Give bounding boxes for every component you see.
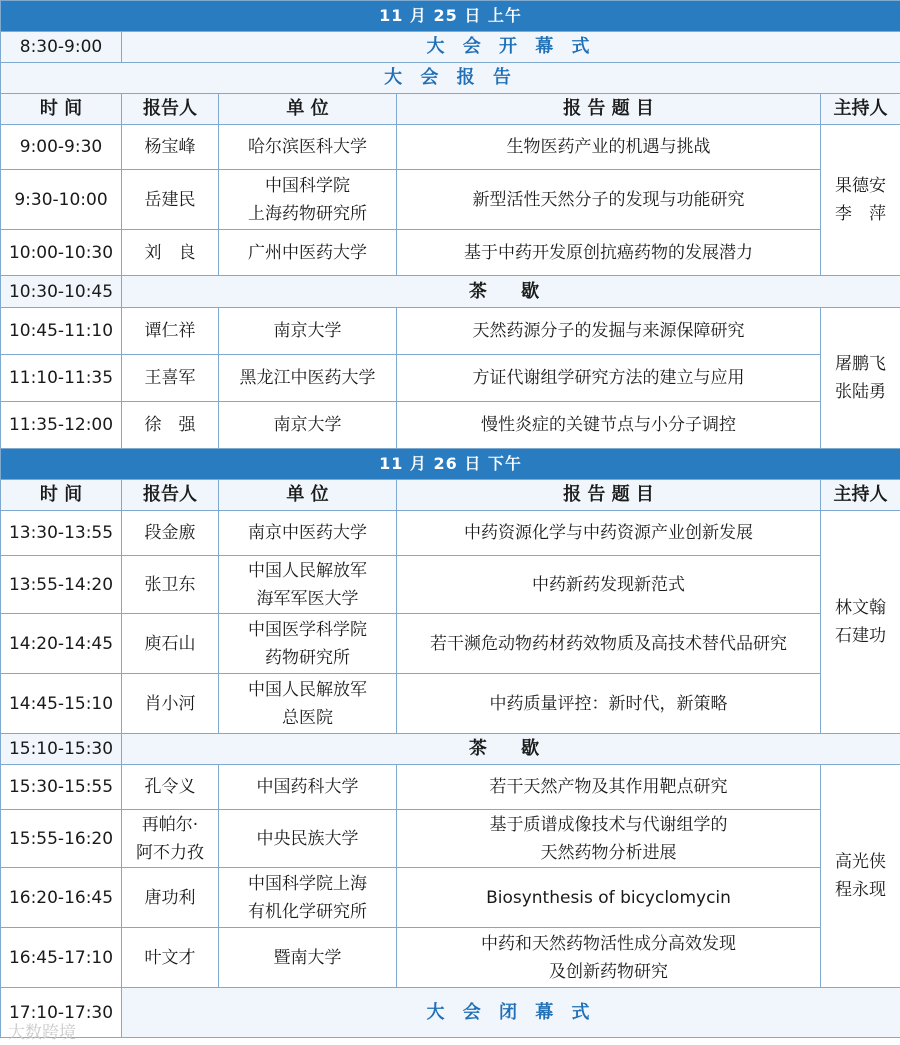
time-cell: 13:30-13:55 — [1, 511, 122, 556]
topic-cell: 若干濒危动物药材药效物质及高技术替代品研究 — [397, 614, 821, 674]
topic-cell: 慢性炎症的关键节点与小分子调控 — [397, 402, 821, 449]
topic-cell: 天然药源分子的发掘与来源保障研究 — [397, 308, 821, 355]
speaker-cell: 徐 强 — [122, 402, 219, 449]
host-cell: 高光侠 程永现 — [821, 765, 900, 988]
speaker-cell: 岳建民 — [122, 170, 219, 230]
header-speaker: 报告人 — [122, 94, 219, 125]
time-cell: 16:45-17:10 — [1, 928, 122, 988]
header-unit: 单 位 — [219, 480, 397, 511]
header-time: 时 间 — [1, 480, 122, 511]
unit-cell: 广州中医药大学 — [219, 230, 397, 276]
host-cell: 屠鹏飞 张陆勇 — [821, 308, 900, 449]
time-cell: 13:55-14:20 — [1, 556, 122, 614]
time-cell: 15:55-16:20 — [1, 810, 122, 868]
closing-ceremony: 大 会 闭 幕 式 — [122, 988, 900, 1038]
day2-title: 11 月 26 日 下午 — [1, 449, 900, 480]
speaker-cell: 刘 良 — [122, 230, 219, 276]
topic-cell: 若干天然产物及其作用靶点研究 — [397, 765, 821, 810]
watermark: 大数跨境 — [8, 1023, 76, 1043]
time-cell: 10:00-10:30 — [1, 230, 122, 276]
header-host: 主持人 — [821, 94, 900, 125]
time-cell: 14:20-14:45 — [1, 614, 122, 674]
unit-cell: 暨南大学 — [219, 928, 397, 988]
table-row — [1, 868, 900, 928]
table-row — [1, 928, 900, 988]
header-topic: 报 告 题 目 — [397, 94, 821, 125]
unit-cell: 黑龙江中医药大学 — [219, 355, 397, 402]
topic-cell: 生物医药产业的机遇与挑战 — [397, 125, 821, 170]
speaker-cell: 王喜军 — [122, 355, 219, 402]
host-cell: 果德安 李 萍 — [821, 125, 900, 276]
speaker-cell: 唐功利 — [122, 868, 219, 928]
unit-cell: 中国人民解放军 海军军医大学 — [219, 556, 397, 614]
unit-cell: 南京大学 — [219, 308, 397, 355]
header-host: 主持人 — [821, 480, 900, 511]
tea-break: 茶 歇 — [122, 276, 900, 308]
topic-cell: 中药和天然药物活性成分高效发现 及创新药物研究 — [397, 928, 821, 988]
table-row — [1, 170, 900, 230]
speaker-cell: 叶文才 — [122, 928, 219, 988]
speaker-cell: 段金廒 — [122, 511, 219, 556]
table-row — [1, 765, 900, 810]
speaker-cell: 再帕尔· 阿不力孜 — [122, 810, 219, 868]
time-cell: 11:10-11:35 — [1, 355, 122, 402]
speaker-cell: 庾石山 — [122, 614, 219, 674]
unit-cell: 中国医学科学院 药物研究所 — [219, 614, 397, 674]
host-cell: 林文翰 石建功 — [821, 511, 900, 734]
table-row — [1, 810, 900, 868]
unit-cell: 中国科学院上海 有机化学研究所 — [219, 868, 397, 928]
unit-cell: 南京大学 — [219, 402, 397, 449]
speaker-cell: 孔令义 — [122, 765, 219, 810]
header-unit: 单 位 — [219, 94, 397, 125]
table-row — [1, 511, 900, 556]
speaker-cell: 杨宝峰 — [122, 125, 219, 170]
table-row — [1, 674, 900, 734]
table-row — [1, 125, 900, 170]
opening-ceremony: 大 会 开 幕 式 — [122, 32, 900, 63]
closing-time: 17:10-17:30 — [1, 988, 122, 1038]
day1-title: 11 月 25 日 上午 — [1, 1, 900, 32]
unit-cell: 中央民族大学 — [219, 810, 397, 868]
topic-cell: 新型活性天然分子的发现与功能研究 — [397, 170, 821, 230]
time-cell: 14:45-15:10 — [1, 674, 122, 734]
table-row — [1, 230, 900, 276]
topic-cell: 基于中药开发原创抗癌药物的发展潜力 — [397, 230, 821, 276]
opening-time: 8:30-9:00 — [1, 32, 122, 63]
topic-cell: 中药新药发现新范式 — [397, 556, 821, 614]
table-row — [1, 308, 900, 355]
topic-cell: Biosynthesis of bicyclomycin — [397, 868, 821, 928]
break-time: 10:30-10:45 — [1, 276, 122, 308]
topic-cell: 中药资源化学与中药资源产业创新发展 — [397, 511, 821, 556]
header-speaker: 报告人 — [122, 480, 219, 511]
speaker-cell: 肖小河 — [122, 674, 219, 734]
time-cell: 15:30-15:55 — [1, 765, 122, 810]
table-row — [1, 355, 900, 402]
speaker-cell: 谭仁祥 — [122, 308, 219, 355]
unit-cell: 哈尔滨医科大学 — [219, 125, 397, 170]
speaker-cell: 张卫东 — [122, 556, 219, 614]
unit-cell: 南京中医药大学 — [219, 511, 397, 556]
table-row — [1, 556, 900, 614]
break-time: 15:10-15:30 — [1, 734, 122, 765]
time-cell: 16:20-16:45 — [1, 868, 122, 928]
time-cell: 9:30-10:00 — [1, 170, 122, 230]
unit-cell: 中国药科大学 — [219, 765, 397, 810]
unit-cell: 中国人民解放军 总医院 — [219, 674, 397, 734]
table-row — [1, 402, 900, 449]
tea-break: 茶 歇 — [122, 734, 900, 765]
time-cell: 9:00-9:30 — [1, 125, 122, 170]
header-topic: 报 告 题 目 — [397, 480, 821, 511]
topic-cell: 方证代谢组学研究方法的建立与应用 — [397, 355, 821, 402]
time-cell: 10:45-11:10 — [1, 308, 122, 355]
time-cell: 11:35-12:00 — [1, 402, 122, 449]
section-title: 大 会 报 告 — [1, 63, 900, 94]
header-time: 时 间 — [1, 94, 122, 125]
topic-cell: 基于质谱成像技术与代谢组学的 天然药物分析进展 — [397, 810, 821, 868]
table-row — [1, 614, 900, 674]
unit-cell: 中国科学院 上海药物研究所 — [219, 170, 397, 230]
topic-cell: 中药质量评控：新时代，新策略 — [397, 674, 821, 734]
